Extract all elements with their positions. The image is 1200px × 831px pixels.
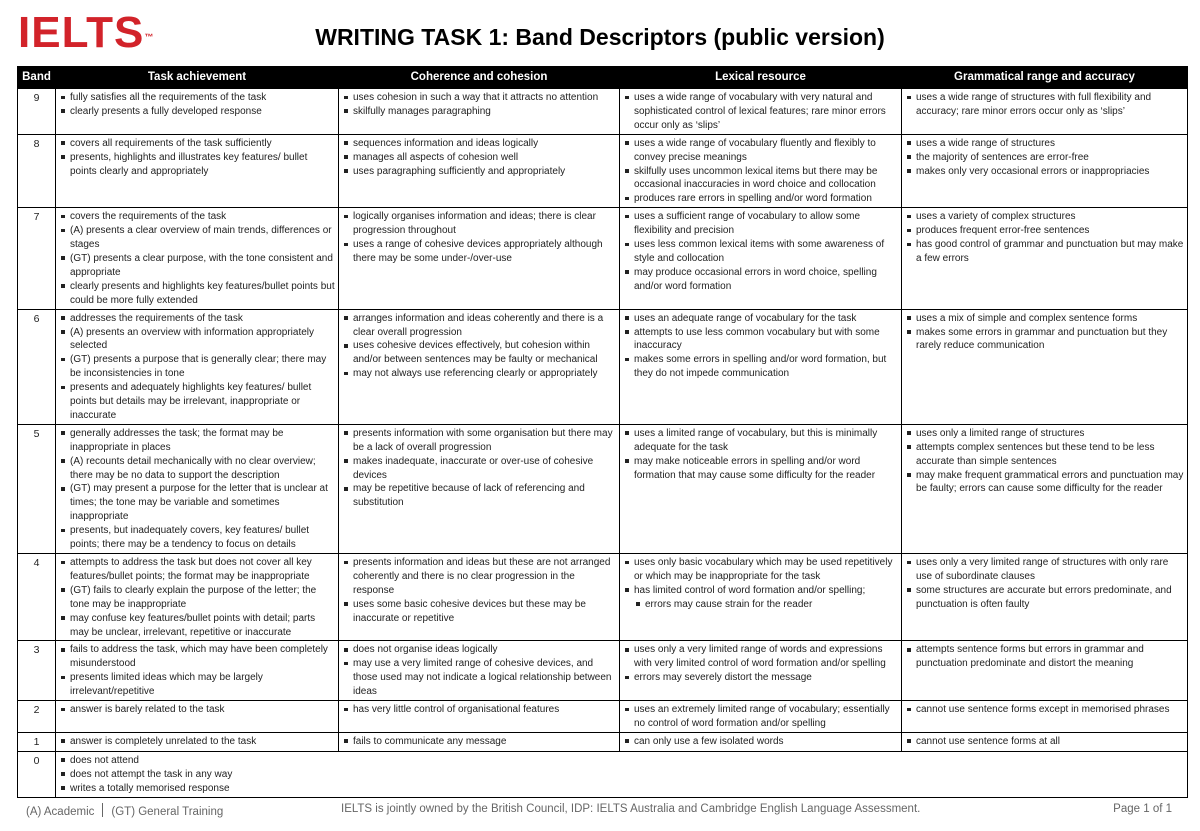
footer-general-training: (GT) General Training bbox=[111, 806, 224, 818]
descriptor-item: may make noticeable errors in spelling and/or word formation that may cause some difficulty for the reader bbox=[623, 455, 898, 483]
descriptor-item: presents information and ideas but these are not arranged coherently and there is no clear progression in the response bbox=[342, 556, 616, 598]
descriptor-item: produces frequent error-free sentences bbox=[905, 224, 1184, 238]
cell-grammatical-range bbox=[902, 701, 1188, 733]
descriptor-item: fails to address the task, which may have been completely misunderstood bbox=[59, 643, 335, 671]
band-row-0 bbox=[18, 751, 1188, 797]
cell-coherence-cohesion bbox=[339, 309, 620, 424]
descriptor-item: presents limited ideas which may be largely irrelevant/repetitive bbox=[59, 671, 335, 699]
descriptor-list bbox=[623, 556, 898, 612]
descriptor-item: (GT) presents a clear purpose, with the tone consistent and appropriate bbox=[59, 252, 335, 280]
cell-task-achievement bbox=[56, 89, 339, 135]
descriptor-item: uses paragraphing sufficiently and appropriately bbox=[342, 165, 616, 179]
cell-lexical-resource bbox=[620, 134, 902, 208]
descriptor-list bbox=[342, 91, 616, 119]
band-descriptors-table bbox=[17, 66, 1188, 798]
band-row-5 bbox=[18, 424, 1188, 553]
descriptor-item: (A) presents a clear overview of main trends, differences or stages bbox=[59, 224, 335, 252]
descriptor-list bbox=[905, 643, 1184, 671]
descriptor-list bbox=[905, 556, 1184, 612]
descriptor-item: may not always use referencing clearly or appropriately bbox=[342, 367, 616, 381]
descriptor-item: answer is completely unrelated to the task bbox=[59, 735, 335, 749]
col-header-band: Band bbox=[18, 67, 56, 89]
descriptor-item: uses a wide range of vocabulary with very natural and sophisticated control of lexical features; rare minor errors occur only as ‘slips’ bbox=[623, 91, 898, 133]
footer-page-number: Page 1 of 1 bbox=[1113, 803, 1172, 815]
descriptor-list bbox=[623, 427, 898, 483]
descriptor-list bbox=[905, 210, 1184, 266]
band-number: 0 bbox=[18, 751, 56, 797]
band-row-4 bbox=[18, 554, 1188, 641]
descriptor-list bbox=[59, 703, 335, 717]
band-row-7 bbox=[18, 208, 1188, 309]
descriptor-item: uses only a very limited range of words and expressions with very limited control of word formation and/or spelling bbox=[623, 643, 898, 671]
descriptor-list bbox=[342, 643, 616, 699]
cell-lexical-resource bbox=[620, 732, 902, 751]
descriptor-item: uses a mix of simple and complex sentence forms bbox=[905, 312, 1184, 326]
descriptor-item: uses a wide range of structures bbox=[905, 137, 1184, 151]
cell-lexical-resource bbox=[620, 309, 902, 424]
descriptor-item: answer is barely related to the task bbox=[59, 703, 335, 717]
descriptor-list bbox=[59, 210, 335, 307]
descriptor-list bbox=[59, 735, 335, 749]
descriptor-list bbox=[623, 643, 898, 685]
band-row-3 bbox=[18, 641, 1188, 701]
band-number: 2 bbox=[18, 701, 56, 733]
descriptor-list bbox=[342, 735, 616, 749]
cell-coherence-cohesion bbox=[339, 701, 620, 733]
descriptor-item: uses an extremely limited range of vocabulary; essentially no control of word formation and/or spelling bbox=[623, 703, 898, 731]
descriptor-list bbox=[342, 312, 616, 382]
descriptor-item: clearly presents and highlights key features/bullet points but could be more fully extended bbox=[59, 280, 335, 308]
descriptor-item: presents and adequately highlights key features/ bullet points but details may be irrelevant, inappropriate or inaccurate bbox=[59, 381, 335, 423]
descriptor-item: addresses the requirements of the task bbox=[59, 312, 335, 326]
band-number: 5 bbox=[18, 424, 56, 553]
descriptor-item: uses only a very limited range of structures with only rare use of subordinate clauses bbox=[905, 556, 1184, 584]
col-header-task-achievement: Task achievement bbox=[56, 67, 339, 89]
descriptor-item: attempts to address the task but does not cover all key features/bullet points; the format may be inappropriate bbox=[59, 556, 335, 584]
cell-coherence-cohesion bbox=[339, 89, 620, 135]
descriptor-item: (A) presents an overview with information appropriately selected bbox=[59, 326, 335, 354]
descriptor-item: may confuse key features/bullet points with detail; parts may be unclear, irrelevant, repetitive or inaccurate bbox=[59, 612, 335, 640]
descriptor-item: uses a limited range of vocabulary, but this is minimally adequate for the task bbox=[623, 427, 898, 455]
descriptor-item: uses less common lexical items with some awareness of style and collocation bbox=[623, 238, 898, 266]
descriptor-item: cannot use sentence forms except in memorised phrases bbox=[905, 703, 1184, 717]
descriptor-list bbox=[623, 91, 898, 133]
descriptor-list bbox=[905, 427, 1184, 497]
band-number: 8 bbox=[18, 134, 56, 208]
logo-text: IELTS bbox=[18, 8, 145, 57]
descriptor-item: (A) recounts detail mechanically with no clear overview; there may be no data to support the description bbox=[59, 455, 335, 483]
descriptor-item: writes a totally memorised response bbox=[59, 782, 1184, 796]
descriptor-item: uses only a limited range of structures bbox=[905, 427, 1184, 441]
cell-task-achievement bbox=[56, 208, 339, 309]
band-number: 1 bbox=[18, 732, 56, 751]
cell-lexical-resource bbox=[620, 89, 902, 135]
descriptor-item: does not attempt the task in any way bbox=[59, 768, 1184, 782]
descriptor-item: logically organises information and ideas; there is clear progression throughout bbox=[342, 210, 616, 238]
descriptor-item: fully satisfies all the requirements of the task bbox=[59, 91, 335, 105]
descriptor-item: uses only basic vocabulary which may be used repetitively or which may be inappropriate for the task bbox=[623, 556, 898, 584]
descriptor-list bbox=[623, 312, 898, 382]
cell-coherence-cohesion bbox=[339, 208, 620, 309]
descriptor-list bbox=[905, 91, 1184, 119]
band-number: 9 bbox=[18, 89, 56, 135]
descriptor-item: manages all aspects of cohesion well bbox=[342, 151, 616, 165]
descriptor-list bbox=[59, 312, 335, 423]
cell-grammatical-range bbox=[902, 554, 1188, 641]
descriptor-item: clearly presents a fully developed response bbox=[59, 105, 335, 119]
descriptor-item: uses a variety of complex structures bbox=[905, 210, 1184, 224]
cell-grammatical-range bbox=[902, 732, 1188, 751]
descriptor-item: uses a wide range of structures with full flexibility and accuracy; rare minor errors occur only as ‘slips’ bbox=[905, 91, 1184, 119]
descriptor-item: presents, highlights and illustrates key features/ bullet points clearly and appropriately bbox=[59, 151, 335, 179]
descriptor-item: makes some errors in grammar and punctuation but they rarely reduce communication bbox=[905, 326, 1184, 354]
trademark-symbol: ™ bbox=[144, 32, 155, 42]
descriptor-list bbox=[59, 643, 335, 699]
descriptor-item: cannot use sentence forms at all bbox=[905, 735, 1184, 749]
descriptor-item: sequences information and ideas logically bbox=[342, 137, 616, 151]
band-number: 3 bbox=[18, 641, 56, 701]
cell-task-achievement bbox=[56, 309, 339, 424]
descriptor-item: errors may severely distort the message bbox=[623, 671, 898, 685]
descriptor-list bbox=[342, 703, 616, 717]
descriptor-item: (GT) presents a purpose that is generally clear; there may be inconsistencies in tone bbox=[59, 353, 335, 381]
descriptor-list bbox=[623, 137, 898, 207]
descriptor-item: may make frequent grammatical errors and punctuation may be faulty; errors can cause some difficulty for the reader bbox=[905, 469, 1184, 497]
cell-task-achievement bbox=[56, 701, 339, 733]
descriptor-item: may produce occasional errors in word choice, spelling and/or word formation bbox=[623, 266, 898, 294]
descriptor-list bbox=[59, 754, 1184, 796]
descriptor-list bbox=[905, 735, 1184, 749]
descriptor-item: uses a wide range of vocabulary fluently and flexibly to convey precise meanings bbox=[623, 137, 898, 165]
cell-grammatical-range bbox=[902, 424, 1188, 553]
cell-task-achievement bbox=[56, 751, 1188, 797]
descriptor-item: uses a range of cohesive devices appropriately although there may be some under-/over-use bbox=[342, 238, 616, 266]
page-title-text: WRITING TASK 1: Band Descriptors (public version) bbox=[315, 24, 885, 50]
band-row-9 bbox=[18, 89, 1188, 135]
descriptor-item: generally addresses the task; the format may be inappropriate in places bbox=[59, 427, 335, 455]
descriptor-item: errors may cause strain for the reader bbox=[623, 598, 898, 612]
cell-lexical-resource bbox=[620, 554, 902, 641]
descriptor-item: makes some errors in spelling and/or word formation, but they do not impede communication bbox=[623, 353, 898, 381]
descriptor-item: presents information with some organisation but there may be a lack of overall progression bbox=[342, 427, 616, 455]
table-header bbox=[18, 67, 1188, 89]
cell-coherence-cohesion bbox=[339, 424, 620, 553]
cell-grammatical-range bbox=[902, 134, 1188, 208]
descriptor-item: does not organise ideas logically bbox=[342, 643, 616, 657]
descriptor-item: fails to communicate any message bbox=[342, 735, 616, 749]
cell-grammatical-range bbox=[902, 89, 1188, 135]
descriptor-list bbox=[623, 735, 898, 749]
descriptor-item: covers the requirements of the task bbox=[59, 210, 335, 224]
descriptor-item: attempts complex sentences but these tend to be less accurate than simple sentences bbox=[905, 441, 1184, 469]
descriptor-list bbox=[342, 556, 616, 626]
descriptor-item: has limited control of word formation and/or spelling; bbox=[623, 584, 898, 598]
descriptor-list bbox=[905, 312, 1184, 354]
cell-grammatical-range bbox=[902, 208, 1188, 309]
descriptor-item: arranges information and ideas coherently and there is a clear overall progression bbox=[342, 312, 616, 340]
descriptor-item: (GT) may present a purpose for the letter that is unclear at times; the tone may be variable and sometimes inappropriate bbox=[59, 482, 335, 524]
descriptor-item: covers all requirements of the task sufficiently bbox=[59, 137, 335, 151]
descriptor-item: the majority of sentences are error-free bbox=[905, 151, 1184, 165]
footer-divider bbox=[102, 803, 103, 817]
cell-coherence-cohesion bbox=[339, 554, 620, 641]
col-header-coherence-cohesion: Coherence and cohesion bbox=[339, 67, 620, 89]
col-header-lexical-resource: Lexical resource bbox=[620, 67, 902, 89]
descriptor-item: makes only very occasional errors or inappropriacies bbox=[905, 165, 1184, 179]
cell-grammatical-range bbox=[902, 641, 1188, 701]
cell-grammatical-range bbox=[902, 309, 1188, 424]
cell-coherence-cohesion bbox=[339, 732, 620, 751]
descriptor-list bbox=[905, 703, 1184, 717]
footer-legend bbox=[26, 803, 223, 818]
band-number: 6 bbox=[18, 309, 56, 424]
cell-coherence-cohesion bbox=[339, 641, 620, 701]
descriptor-item: can only use a few isolated words bbox=[623, 735, 898, 749]
descriptor-list bbox=[623, 210, 898, 293]
cell-task-achievement bbox=[56, 641, 339, 701]
descriptor-list bbox=[342, 137, 616, 179]
descriptor-item: (GT) fails to clearly explain the purpose of the letter; the tone may be inappropriate bbox=[59, 584, 335, 612]
descriptor-item: uses an adequate range of vocabulary for the task bbox=[623, 312, 898, 326]
descriptor-item: makes inadequate, inaccurate or over-use of cohesive devices bbox=[342, 455, 616, 483]
cell-lexical-resource bbox=[620, 424, 902, 553]
descriptor-item: may be repetitive because of lack of referencing and substitution bbox=[342, 482, 616, 510]
descriptor-item: may use a very limited range of cohesive devices, and those used may not indicate a logical relationship between ideas bbox=[342, 657, 616, 699]
band-row-8 bbox=[18, 134, 1188, 208]
cell-task-achievement bbox=[56, 732, 339, 751]
descriptor-list bbox=[59, 137, 335, 179]
band-row-2 bbox=[18, 701, 1188, 733]
descriptor-item: skilfully uses uncommon lexical items but there may be occasional inaccuracies in word choice and collocation bbox=[623, 165, 898, 193]
descriptor-item: uses cohesive devices effectively, but cohesion within and/or between sentences may be faulty or mechanical bbox=[342, 339, 616, 367]
footer-ownership: IELTS is jointly owned by the British Council, IDP: IELTS Australia and Cambridge English Language Assessment. bbox=[341, 803, 921, 815]
cell-task-achievement bbox=[56, 134, 339, 208]
col-header-grammatical-range: Grammatical range and accuracy bbox=[902, 67, 1188, 89]
page-title bbox=[0, 24, 1200, 51]
descriptor-list bbox=[342, 427, 616, 510]
band-row-6 bbox=[18, 309, 1188, 424]
descriptor-item: uses cohesion in such a way that it attracts no attention bbox=[342, 91, 616, 105]
descriptor-item: does not attend bbox=[59, 754, 1184, 768]
cell-coherence-cohesion bbox=[339, 134, 620, 208]
descriptor-item: has good control of grammar and punctuation but may make a few errors bbox=[905, 238, 1184, 266]
cell-lexical-resource bbox=[620, 208, 902, 309]
descriptor-item: attempts sentence forms but errors in grammar and punctuation predominate and distort the meaning bbox=[905, 643, 1184, 671]
cell-task-achievement bbox=[56, 424, 339, 553]
footer-academic: (A) Academic bbox=[26, 806, 95, 818]
band-row-1 bbox=[18, 732, 1188, 751]
descriptor-item: skilfully manages paragraphing bbox=[342, 105, 616, 119]
page-footer bbox=[26, 803, 1172, 817]
descriptor-list bbox=[623, 703, 898, 731]
descriptor-item: presents, but inadequately covers, key features/ bullet points; there may be a tendency to focus on details bbox=[59, 524, 335, 552]
band-number: 7 bbox=[18, 208, 56, 309]
cell-task-achievement bbox=[56, 554, 339, 641]
descriptor-item: uses a sufficient range of vocabulary to allow some flexibility and precision bbox=[623, 210, 898, 238]
header-row bbox=[18, 67, 1188, 89]
descriptor-item: has very little control of organisational features bbox=[342, 703, 616, 717]
descriptor-list bbox=[59, 556, 335, 639]
cell-lexical-resource bbox=[620, 641, 902, 701]
descriptor-list bbox=[59, 427, 335, 552]
descriptor-list bbox=[905, 137, 1184, 179]
descriptor-item: some structures are accurate but errors predominate, and punctuation is often faulty bbox=[905, 584, 1184, 612]
descriptor-item: attempts to use less common vocabulary but with some inaccuracy bbox=[623, 326, 898, 354]
descriptor-list bbox=[342, 210, 616, 266]
band-number: 4 bbox=[18, 554, 56, 641]
descriptor-item: uses some basic cohesive devices but these may be inaccurate or repetitive bbox=[342, 598, 616, 626]
descriptor-list bbox=[59, 91, 335, 119]
table-body bbox=[18, 89, 1188, 798]
descriptor-item: produces rare errors in spelling and/or word formation bbox=[623, 192, 898, 206]
cell-lexical-resource bbox=[620, 701, 902, 733]
